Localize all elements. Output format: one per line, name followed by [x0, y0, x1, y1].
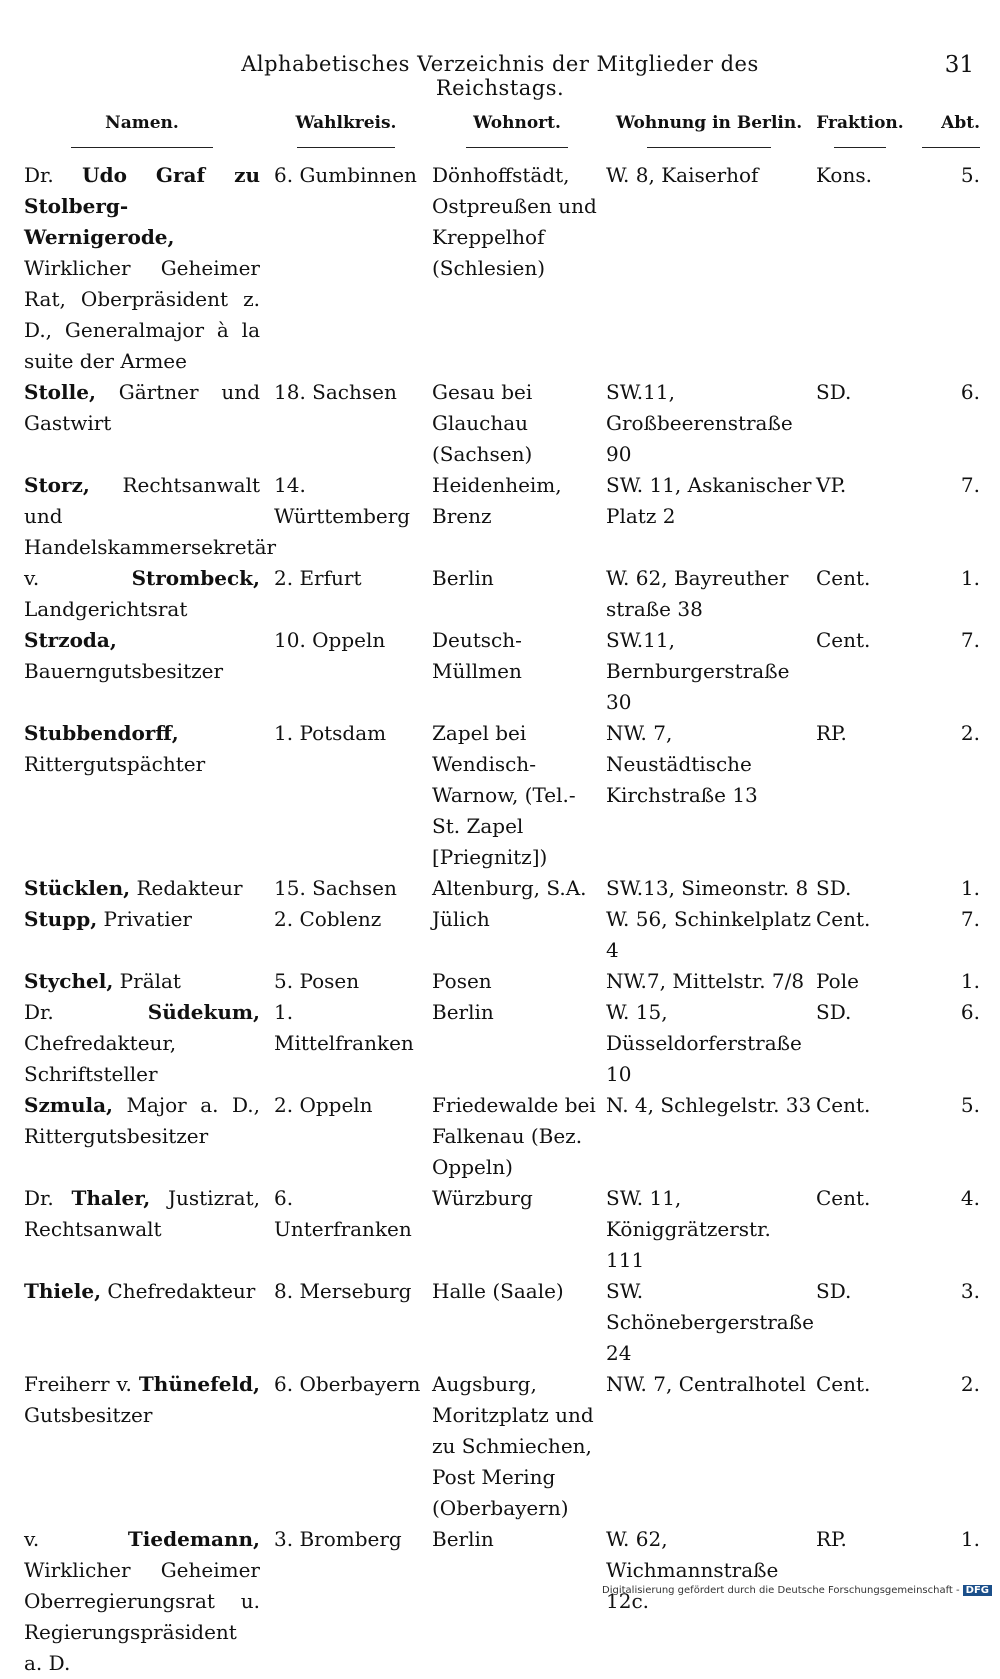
table-row — [22, 1090, 982, 1183]
berlin-address-cell: NW. 7, Centralhotel — [606, 1372, 806, 1396]
department-cell: 3. — [960, 1279, 980, 1303]
berlin-address-cell: SW.13, Simeonstr. 8 — [606, 876, 809, 900]
member-name-cell — [22, 718, 262, 873]
department-cell: 1. — [960, 876, 980, 900]
district-cell: 6. Gumbinnen — [274, 163, 417, 187]
column-header-district: Wahlkreis. — [262, 108, 430, 160]
berlin-address-cell: W. 15, Düsseldorferstraße 10 — [606, 1000, 802, 1086]
member-description: Wirklicher Geheimer Rat, Oberpräsident z. D., Generalmajor à la suite der Armee — [24, 256, 260, 373]
district-cell: 3. Bromberg — [274, 1527, 402, 1551]
member-surname: Tiedemann, — [127, 1527, 260, 1551]
member-surname: Thünefeld, — [138, 1372, 260, 1396]
department-cell: 4. — [960, 1186, 980, 1210]
berlin-address-cell: N. 4, Schlegelstr. 33 — [606, 1093, 812, 1117]
department-cell: 7. — [960, 628, 980, 652]
member-description: Redakteur — [136, 876, 243, 900]
member-description: Chefredakteur, Schriftsteller — [24, 1031, 177, 1086]
member-name-cell — [22, 470, 277, 563]
faction-cell: SD. — [816, 876, 852, 900]
department-cell: 6. — [960, 1000, 980, 1024]
district-cell: 1. Potsdam — [274, 721, 387, 745]
member-surname: Thiele, — [24, 1279, 102, 1303]
name-prefix: v. — [24, 566, 40, 590]
department-cell: 2. — [960, 1372, 980, 1396]
faction-cell: SD. — [816, 380, 852, 404]
member-description: Bauerngutsbesitzer — [24, 659, 224, 683]
residence-cell: Würzburg — [432, 1186, 533, 1210]
berlin-address-cell: NW.7, Mittelstr. 7/8 — [606, 969, 805, 993]
residence-cell: Jülich — [432, 907, 490, 931]
column-header-name: Namen. — [22, 108, 262, 160]
residence-cell: Berlin — [432, 1527, 494, 1551]
table-row — [22, 997, 982, 1090]
member-name-cell — [22, 377, 262, 470]
residence-cell: Berlin — [432, 1000, 494, 1024]
name-prefix: Dr. — [24, 1000, 54, 1024]
residence-cell: Berlin — [432, 566, 494, 590]
faction-cell: VP. — [816, 473, 847, 497]
department-cell: 7. — [960, 473, 980, 497]
district-cell: 15. Sachsen — [274, 876, 397, 900]
member-surname: Stücklen, — [24, 876, 131, 900]
district-cell: 2. Erfurt — [274, 566, 362, 590]
member-surname: Udo Graf zu Stolberg-Wernigerode, — [24, 163, 260, 249]
member-surname: Storz, — [24, 473, 90, 497]
footer-text: Digitalisierung gefördert durch die Deutsche Forschungsgemeinschaft - — [602, 1585, 960, 1596]
member-surname: Stolle, — [24, 380, 96, 404]
berlin-address-cell: SW. 11, Askanischer Platz 2 — [606, 473, 812, 528]
table-row — [22, 1183, 982, 1276]
member-description: Wirklicher Geheimer Oberregierungsrat u. Regierungspräsident a. D. — [24, 1558, 260, 1675]
district-cell: 14. Württemberg — [274, 473, 411, 528]
table-row — [22, 470, 982, 563]
department-cell: 1. — [960, 1527, 980, 1551]
member-surname: Stupp, — [24, 907, 98, 931]
table-row — [22, 160, 982, 377]
faction-cell: Cent. — [816, 1186, 871, 1210]
faction-cell: Kons. — [816, 163, 872, 187]
district-cell: 8. Merseburg — [274, 1279, 412, 1303]
member-description: Privatier — [103, 907, 192, 931]
member-description: Chefredakteur — [107, 1279, 256, 1303]
member-surname: Strombeck, — [131, 566, 260, 590]
residence-cell: Deutsch-Müllmen — [432, 628, 522, 683]
member-description: Rechtsanwalt und Handelskammersekretär — [24, 473, 277, 559]
department-cell: 2. — [960, 721, 980, 745]
member-description: Justizrat, Rechtsanwalt — [24, 1186, 260, 1241]
name-prefix: Dr. — [24, 163, 54, 187]
berlin-address-cell: W. 62, Bayreuther straße 38 — [606, 566, 789, 621]
members-table — [22, 108, 982, 1679]
name-prefix: Freiherr v. — [24, 1372, 132, 1396]
member-description: Gutsbesitzer — [24, 1403, 153, 1427]
berlin-address-cell: W. 8, Kaiserhof — [606, 163, 759, 187]
district-cell: 2. Oppeln — [274, 1093, 373, 1117]
member-surname: Strzoda, — [24, 628, 117, 652]
faction-cell: Cent. — [816, 628, 871, 652]
table-row — [22, 966, 982, 997]
faction-cell: Cent. — [816, 907, 871, 931]
member-description: Major a. D., Rittergutsbesitzer — [24, 1093, 260, 1148]
residence-cell: Dönhoffstädt, Ostpreußen und Kreppelhof (Schlesien) — [432, 163, 597, 280]
member-name-cell — [22, 997, 262, 1090]
member-name-cell — [22, 873, 262, 904]
department-cell: 7. — [960, 907, 980, 931]
faction-cell: Cent. — [816, 566, 871, 590]
table-row — [22, 718, 982, 873]
member-name-cell — [22, 625, 262, 718]
berlin-address-cell: SW. Schönebergerstraße 24 — [606, 1279, 814, 1365]
berlin-address-cell: W. 56, Schinkelplatz 4 — [606, 907, 812, 962]
department-cell: 5. — [960, 1093, 980, 1117]
faction-cell: Cent. — [816, 1372, 871, 1396]
table-row — [22, 377, 982, 470]
berlin-address-cell: SW.11, Bernburgerstraße 30 — [606, 628, 790, 714]
table-row — [22, 1369, 982, 1524]
table-row — [22, 904, 982, 966]
residence-cell: Friedewalde bei Falkenau (Bez. Oppeln) — [432, 1093, 596, 1179]
member-description: Gärtner und Gastwirt — [24, 380, 260, 435]
faction-cell: SD. — [816, 1279, 852, 1303]
department-cell: 1. — [960, 969, 980, 993]
member-name-cell — [22, 1369, 262, 1524]
column-header-residence: Wohnort. — [430, 108, 604, 160]
member-surname: Szmula, — [24, 1093, 114, 1117]
faction-cell: RP. — [816, 721, 847, 745]
table-row — [22, 625, 982, 718]
column-header-department: Abt. — [906, 108, 982, 160]
page-number: 31 — [944, 52, 974, 78]
member-surname: Stubbendorff, — [24, 721, 179, 745]
name-prefix: v. — [24, 1527, 40, 1551]
page-title: Alphabetisches Verzeichnis der Mitglieder des Reichstags. — [241, 52, 759, 100]
residence-cell: Halle (Saale) — [432, 1279, 564, 1303]
district-cell: 6. Oberbayern — [274, 1372, 421, 1396]
dfg-logo: DFG — [963, 1585, 992, 1596]
department-cell: 1. — [960, 566, 980, 590]
member-description: Rittergutspächter — [24, 752, 206, 776]
member-name-cell — [22, 1276, 262, 1369]
berlin-address-cell: NW. 7, Neustädtische Kirchstraße 13 — [606, 721, 758, 807]
berlin-address-cell: SW. 11, Königgrätzerstr. 111 — [606, 1186, 771, 1272]
table-row — [22, 1276, 982, 1369]
table-row — [22, 873, 982, 904]
residence-cell: Augsburg, Moritzplatz und zu Schmiechen, Post Mering (Oberbayern) — [432, 1372, 594, 1520]
member-surname: Südekum, — [147, 1000, 260, 1024]
department-cell: 5. — [960, 163, 980, 187]
residence-cell: Altenburg, S.A. — [432, 876, 587, 900]
member-name-cell — [22, 563, 262, 625]
member-description: Prälat — [119, 969, 181, 993]
name-prefix: Dr. — [24, 1186, 54, 1210]
department-cell: 6. — [960, 380, 980, 404]
faction-cell: Cent. — [816, 1093, 871, 1117]
member-surname: Thaler, — [71, 1186, 151, 1210]
district-cell: 2. Coblenz — [274, 907, 382, 931]
residence-cell: Zapel bei Wendisch-Warnow, (Tel.-St. Zapel [Priegnitz]) — [432, 721, 576, 869]
faction-cell: Pole — [816, 969, 859, 993]
member-surname: Stychel, — [24, 969, 114, 993]
table-row — [22, 563, 982, 625]
member-name-cell — [22, 160, 262, 377]
faction-cell: RP. — [816, 1527, 847, 1551]
residence-cell: Posen — [432, 969, 492, 993]
district-cell: 18. Sachsen — [274, 380, 397, 404]
district-cell: 5. Posen — [274, 969, 360, 993]
berlin-address-cell: W. 62, Wichmannstraße 12c. — [606, 1527, 779, 1613]
member-name-cell — [22, 1090, 262, 1183]
district-cell: 1. Mittelfranken — [274, 1000, 414, 1055]
member-description: Landgerichtsrat — [24, 597, 188, 621]
table-header-row — [22, 108, 982, 160]
faction-cell: SD. — [816, 1000, 852, 1024]
district-cell: 10. Oppeln — [274, 628, 386, 652]
member-name-cell — [22, 904, 262, 966]
member-name-cell — [22, 966, 262, 997]
member-name-cell — [22, 1183, 262, 1276]
column-header-faction: Fraktion. — [814, 108, 906, 160]
berlin-address-cell: SW.11, Großbeerenstraße 90 — [606, 380, 793, 466]
residence-cell: Heidenheim, Brenz — [432, 473, 562, 528]
footer-credit — [602, 1585, 992, 1596]
residence-cell: Gesau bei Glauchau (Sachsen) — [432, 380, 533, 466]
district-cell: 6. Unterfranken — [274, 1186, 412, 1241]
column-header-berlin-address: Wohnung in Berlin. — [604, 108, 814, 160]
